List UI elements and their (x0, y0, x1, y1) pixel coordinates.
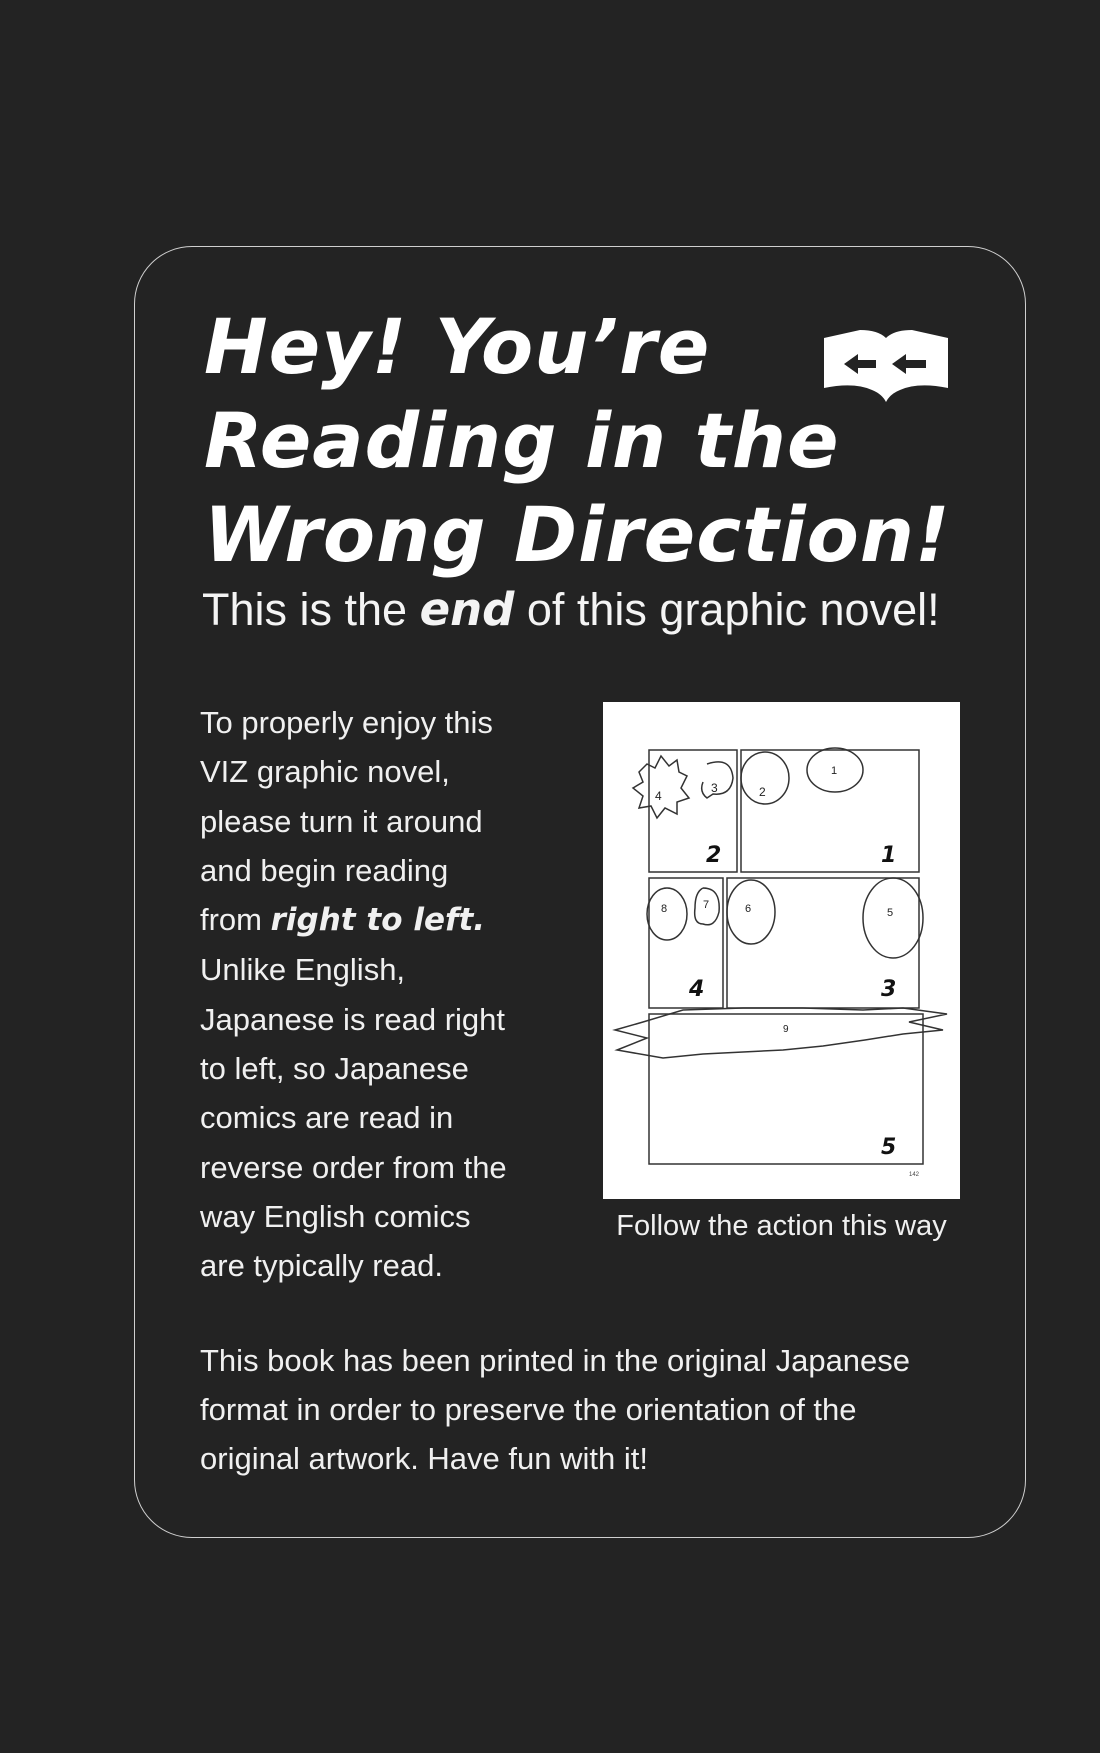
instruction-line-emphasis (200, 895, 560, 945)
balloon-number: 1 (831, 765, 838, 777)
instruction-line: reverse order from the (200, 1149, 507, 1185)
panel-number: 5 (881, 1135, 897, 1160)
balloon-number: 8 (661, 903, 668, 915)
heading-line-3: Wrong Direction! (204, 490, 951, 579)
end-notice-emphasis: end (419, 583, 515, 636)
right-to-left-emphasis: right to left. (270, 902, 486, 939)
instruction-line: please turn it around (200, 803, 483, 839)
balloon-number: 5 (887, 907, 894, 919)
instruction-line: way English comics (200, 1198, 471, 1234)
instruction-line: VIZ graphic novel, (200, 754, 450, 790)
balloon-number: 4 (655, 789, 662, 803)
instruction-line: comics are read in (200, 1100, 454, 1136)
balloon-number: 3 (711, 781, 718, 795)
balloon-number: 9 (783, 1024, 789, 1035)
heading-line-1: Hey! You’re (204, 302, 711, 391)
balloon-number: 2 (759, 785, 766, 799)
reading-order-diagram-svg (603, 702, 960, 1199)
instruction-line: Japanese is read right (200, 1001, 506, 1037)
diagram-caption: Follow the action this way (616, 1210, 947, 1242)
panel-number: 3 (881, 977, 897, 1002)
end-notice-after: of this graphic novel! (514, 584, 940, 635)
heading-line-2: Reading in the (204, 396, 840, 485)
panel-number: 2 (706, 843, 722, 868)
balloon-number: 6 (745, 903, 752, 915)
end-notice (202, 580, 940, 640)
reading-order-diagram (603, 702, 960, 1199)
format-note-line: original artwork. Have fun with it! (200, 1441, 648, 1476)
panel-number: 4 (689, 977, 705, 1002)
instruction-line: Unlike English, (200, 952, 406, 988)
instruction-line: to left, so Japanese (200, 1051, 469, 1087)
balloon-number: 7 (703, 899, 710, 911)
format-note-line: format in order to preserve the orientation of the (200, 1392, 857, 1427)
instructions-paragraph (200, 698, 560, 1291)
instruction-line: To properly enjoy this (200, 705, 493, 740)
diagram-page-number: 142 (909, 1172, 920, 1178)
book-arrows-left-icon (820, 328, 952, 404)
format-note (200, 1336, 990, 1483)
format-note-line: This book has been printed in the original Japanese (200, 1343, 911, 1378)
from-word: from (200, 902, 271, 938)
instruction-line: and begin reading (200, 852, 449, 888)
panel-number: 1 (881, 843, 897, 868)
instruction-line: are typically read. (200, 1248, 443, 1284)
end-notice-before: This is the (202, 584, 420, 635)
